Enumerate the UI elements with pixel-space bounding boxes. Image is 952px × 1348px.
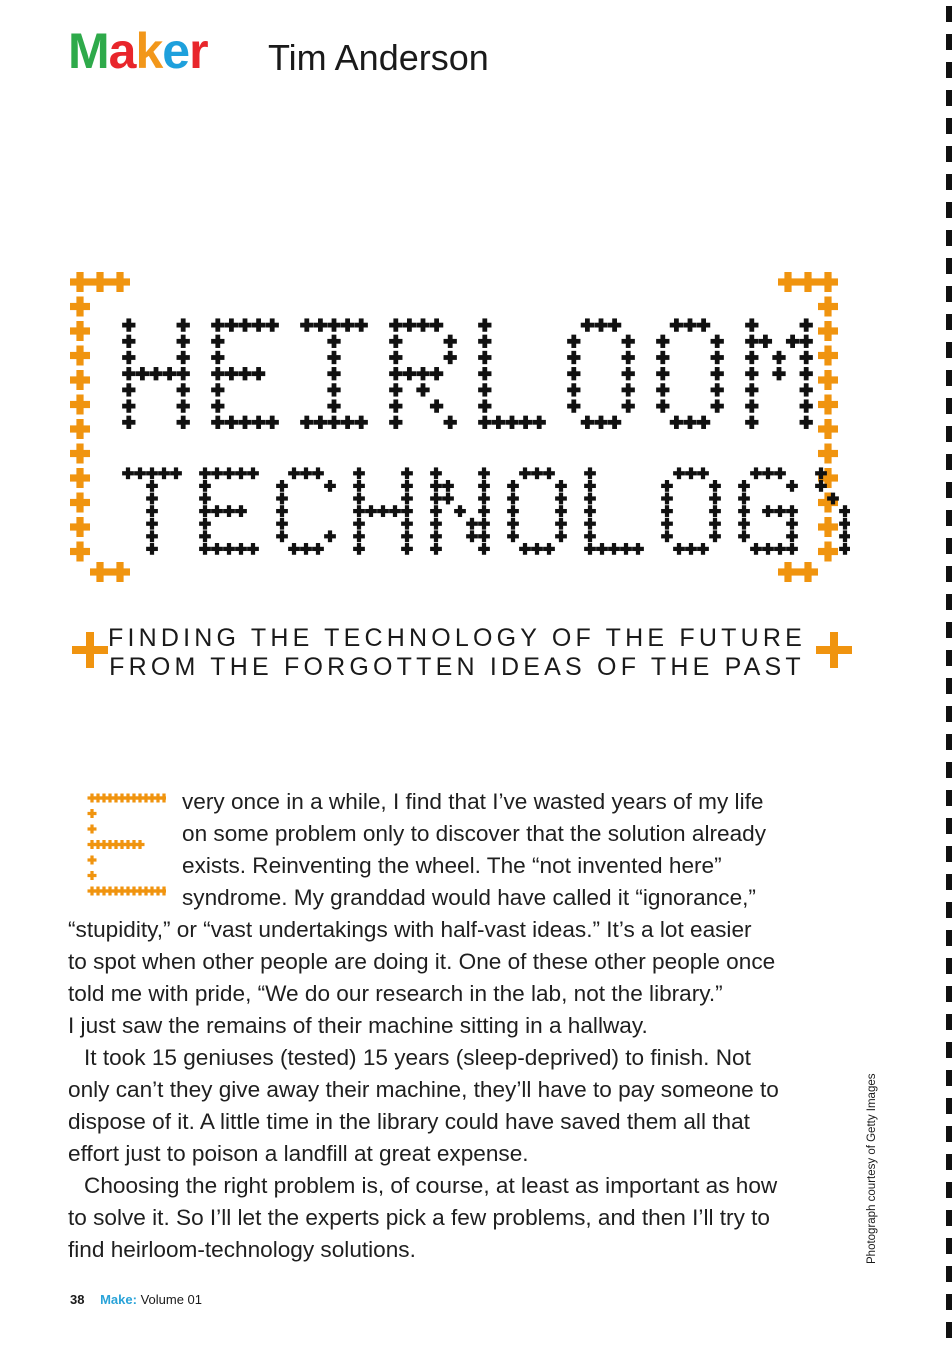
logo-letter: a <box>108 23 136 79</box>
subtitle-line-1: FINDING THE TECHNOLOGY OF THE FUTURE <box>107 624 806 652</box>
body-line: told me with pride, “We do our research in the lab, not the library.” <box>68 981 723 1006</box>
body-line: “stupidity,” or “vast undertakings with half-vast ideas.” It’s a lot easier <box>68 917 752 942</box>
body-line: syndrome. My granddad would have called it “ignorance,” <box>182 885 756 910</box>
body-line: dispose of it. A little time in the library could have saved them all that <box>68 1109 750 1134</box>
magazine-name: Make: <box>100 1292 137 1307</box>
logo-letter: M <box>68 23 109 79</box>
logo-letter: r <box>189 23 208 79</box>
body-line: exists. Reinventing the wheel. The “not invented here” <box>182 853 722 878</box>
page-edge-marks <box>942 0 952 1348</box>
title-graphic <box>60 262 850 592</box>
logo-letter: k <box>135 23 163 79</box>
body-line: I just saw the remains of their machine sitting in a hallway. <box>68 1013 648 1038</box>
body-line: find heirloom-technology solutions. <box>68 1237 416 1262</box>
plus-icon <box>72 632 108 668</box>
volume-label: Volume 01 <box>140 1292 203 1307</box>
author-name: Tim Anderson <box>268 37 489 78</box>
body-line: to solve it. So I’ll let the experts pick a few problems, and then I’ll try to <box>68 1205 770 1230</box>
logo-letter: e <box>162 23 190 79</box>
subtitle-line-2: FROM THE FORGOTTEN IDEAS OF THE PAST <box>109 653 805 681</box>
body-line: to spot when other people are doing it. One of these other people once <box>68 949 776 974</box>
body-line: effort just to poison a landfill at great expense. <box>68 1141 529 1166</box>
body-line: on some problem only to discover that the solution already <box>182 821 766 846</box>
body-line: Choosing the right problem is, of course, at least as important as how <box>84 1173 778 1198</box>
article-body <box>68 786 840 1266</box>
subtitle <box>62 624 852 684</box>
body-line: It took 15 geniuses (tested) 15 years (sleep-deprived) to finish. Not <box>84 1045 751 1070</box>
page-footer <box>70 1292 202 1307</box>
body-line: very once in a while, I find that I’ve wasted years of my life <box>182 789 764 814</box>
photo-credit: Photograph courtesy of Getty Images <box>866 1073 878 1264</box>
page-number: 38 <box>70 1292 85 1307</box>
maker-logo <box>68 23 208 79</box>
body-line: only can’t they give away their machine, they’ll have to pay someone to <box>68 1077 779 1102</box>
plus-icon <box>816 632 852 668</box>
